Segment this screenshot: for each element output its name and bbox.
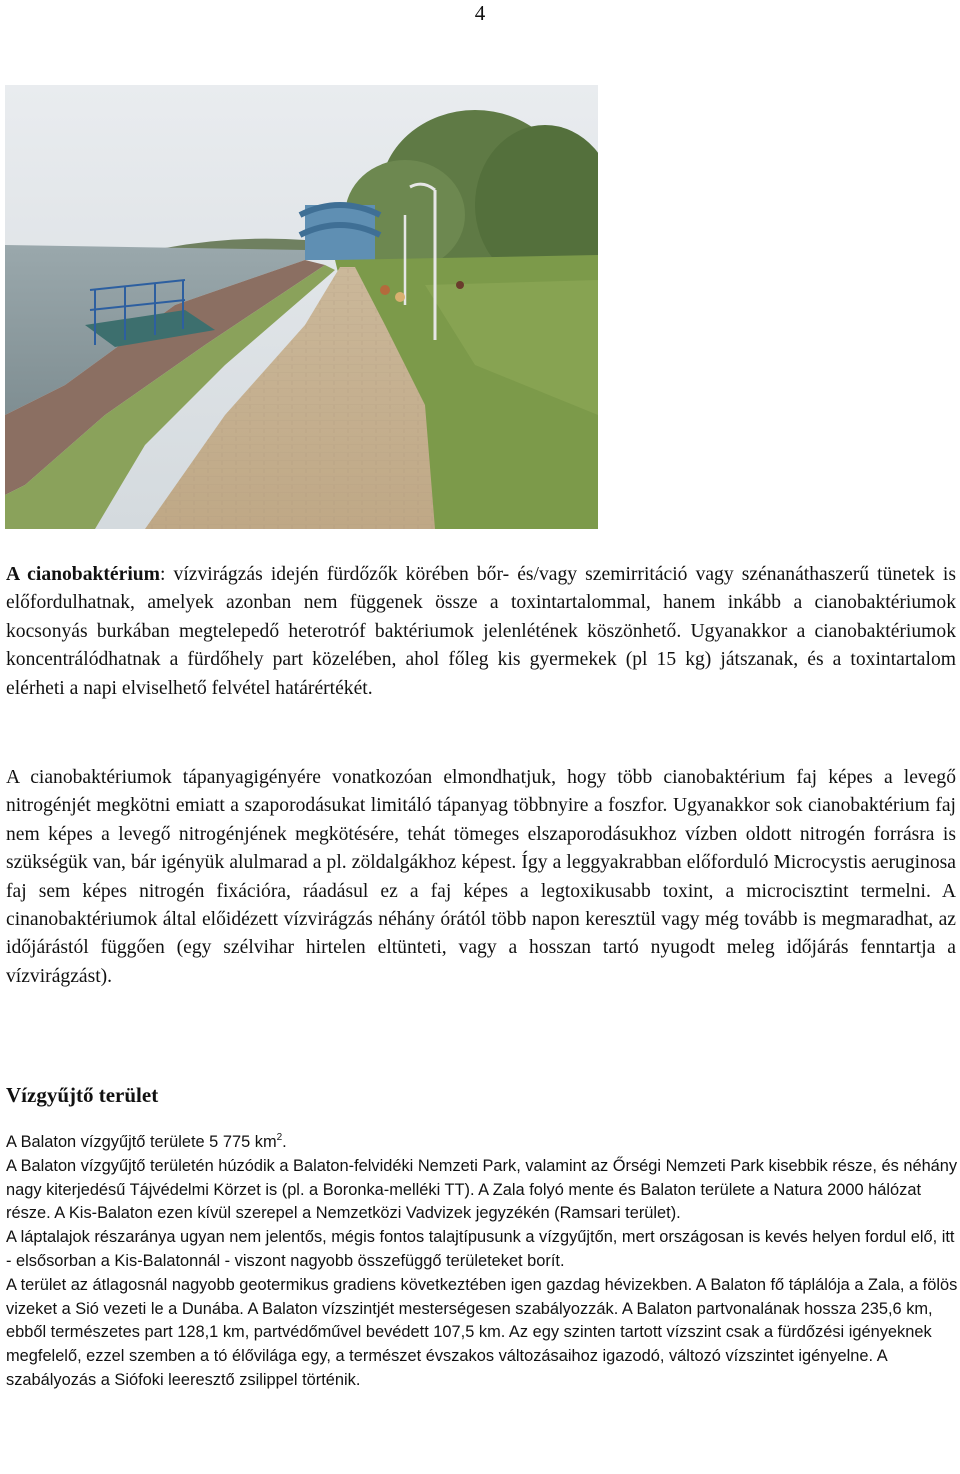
page-number: 4 [474,1,486,25]
cyanobacteria-term: A cianobaktérium [6,564,160,585]
nutrient-paragraph: A cianobaktériumok tápanyagigényére vonatkozóan elmondhatjuk, hogy több cianobaktérium faj képes a levegő nitrogénjét megkötni emiatt a szaporodásukat limitáló tápanyag többnyire a foszfor. Ugyanakkor sok cianobaktérium faj nem képes a levegő nitrogénjének megkötésére, tehát tömeges elszaporodásukhoz vízben oldott nitrogén forrásra is szükségük van, bár igényük alulmarad a pl. zöldalgákhoz képest. Így a leggyakrabban előforduló Microcystis aeruginosa faj sem képes nitrogén fixációra, ráadásul ez a faj képes a legtoxikusabb toxint, a microcisztint termelni. A cinanobaktériumok által előidézett vízvirágzás néhány órától több napon keresztül vagy még tovább is megmaradhat, az időjárástól függően (egy szélvihar hirtelen eltünteti, vagy a hosszan tartó nyugodt meleg időjárás fenntartja a vízvirágzást). [6,767,956,987]
catchment-area-end: . [282,1133,287,1151]
soil-paragraph: A láptalajok részaránya ugyan nem jelentős, mégis fontos talajtípusunk a vízgyűjtőn, mert országosan is kevés helyen fordul elő, itt - elsősorban a Kis-Balatonnál - viszont nagyobb összefüggő területeket borít. [6,1228,955,1270]
catchment-area-text: A Balaton vízgyűjtő területe 5 775 km [6,1133,277,1151]
cyanobacteria-text: : vízvirágzás idején fürdőzők körében bőr- és/vagy szemirritáció vagy szénanáthaszerű tünetek is előfordulhatnak, amelyek azonban nem függenek össze a toxintartalommal, hanem inkább a cianobaktériumok kocsonyás burkában megtelepedő heterotróf baktériumok jelenlétének köszönhető. Ugyanakkor a cianobaktériumok koncentrálódhatnak a fürdőhely part közelében, ahol főleg kis gyermekek (pl 15 kg) játszanak, és a toxintartalom elérheti a napi elviselhető felvétel határértékét. [6,564,956,699]
hydrology-paragraph: A terület az átlagosnál nagyobb geotermikus gradiens következtében igen gazdag hévizekben. A Balaton fő táplálója a Zala, a fölös vizeket a Sió vezeti le a Dunába. A Balaton vízszintjét mesterségesen szabályozzák. A Balaton partvonalának hossza 235,6 km, ebből természetes part 128,1 km, partvédőművel bevédett 107,5 km. Az egy szinten tartott vízszint csak a fürdőzési igényeknek megfelelő, ezzel szemben a tó élővilága egy, a természet évszakos változásaihoz igazodó, változó vízszintet igényelne. A szabályozás a Siófoki leeresztő zsilippel történik. [6,1275,958,1389]
protected-areas-paragraph: A Balaton vízgyűjtő területén húzódik a Balaton-felvidéki Nemzeti Park, valamint az Őrségi Nemzeti Park kisebbik része, és néhány nagy kiterjedésű Tájvédelmi Körzet is (pl. a Boronka-melléki TT). A Zala folyó mente és Balaton területe a Natura 2000 hálózat része. A Kis-Balaton ezen kívül szerepel a Nemzetközi Vadvizek jegyzékén (Ramsari terület). [6,1156,958,1223]
cyanobacteria-paragraph [6,561,956,703]
catchment-section [6,1131,958,1393]
catchment-area-line [6,1131,958,1155]
area-unit-superscript: 2 [276,1132,283,1143]
section-heading: Vízgyűjtő terület [6,1083,159,1107]
lakeside-promenade-photo [5,85,598,529]
